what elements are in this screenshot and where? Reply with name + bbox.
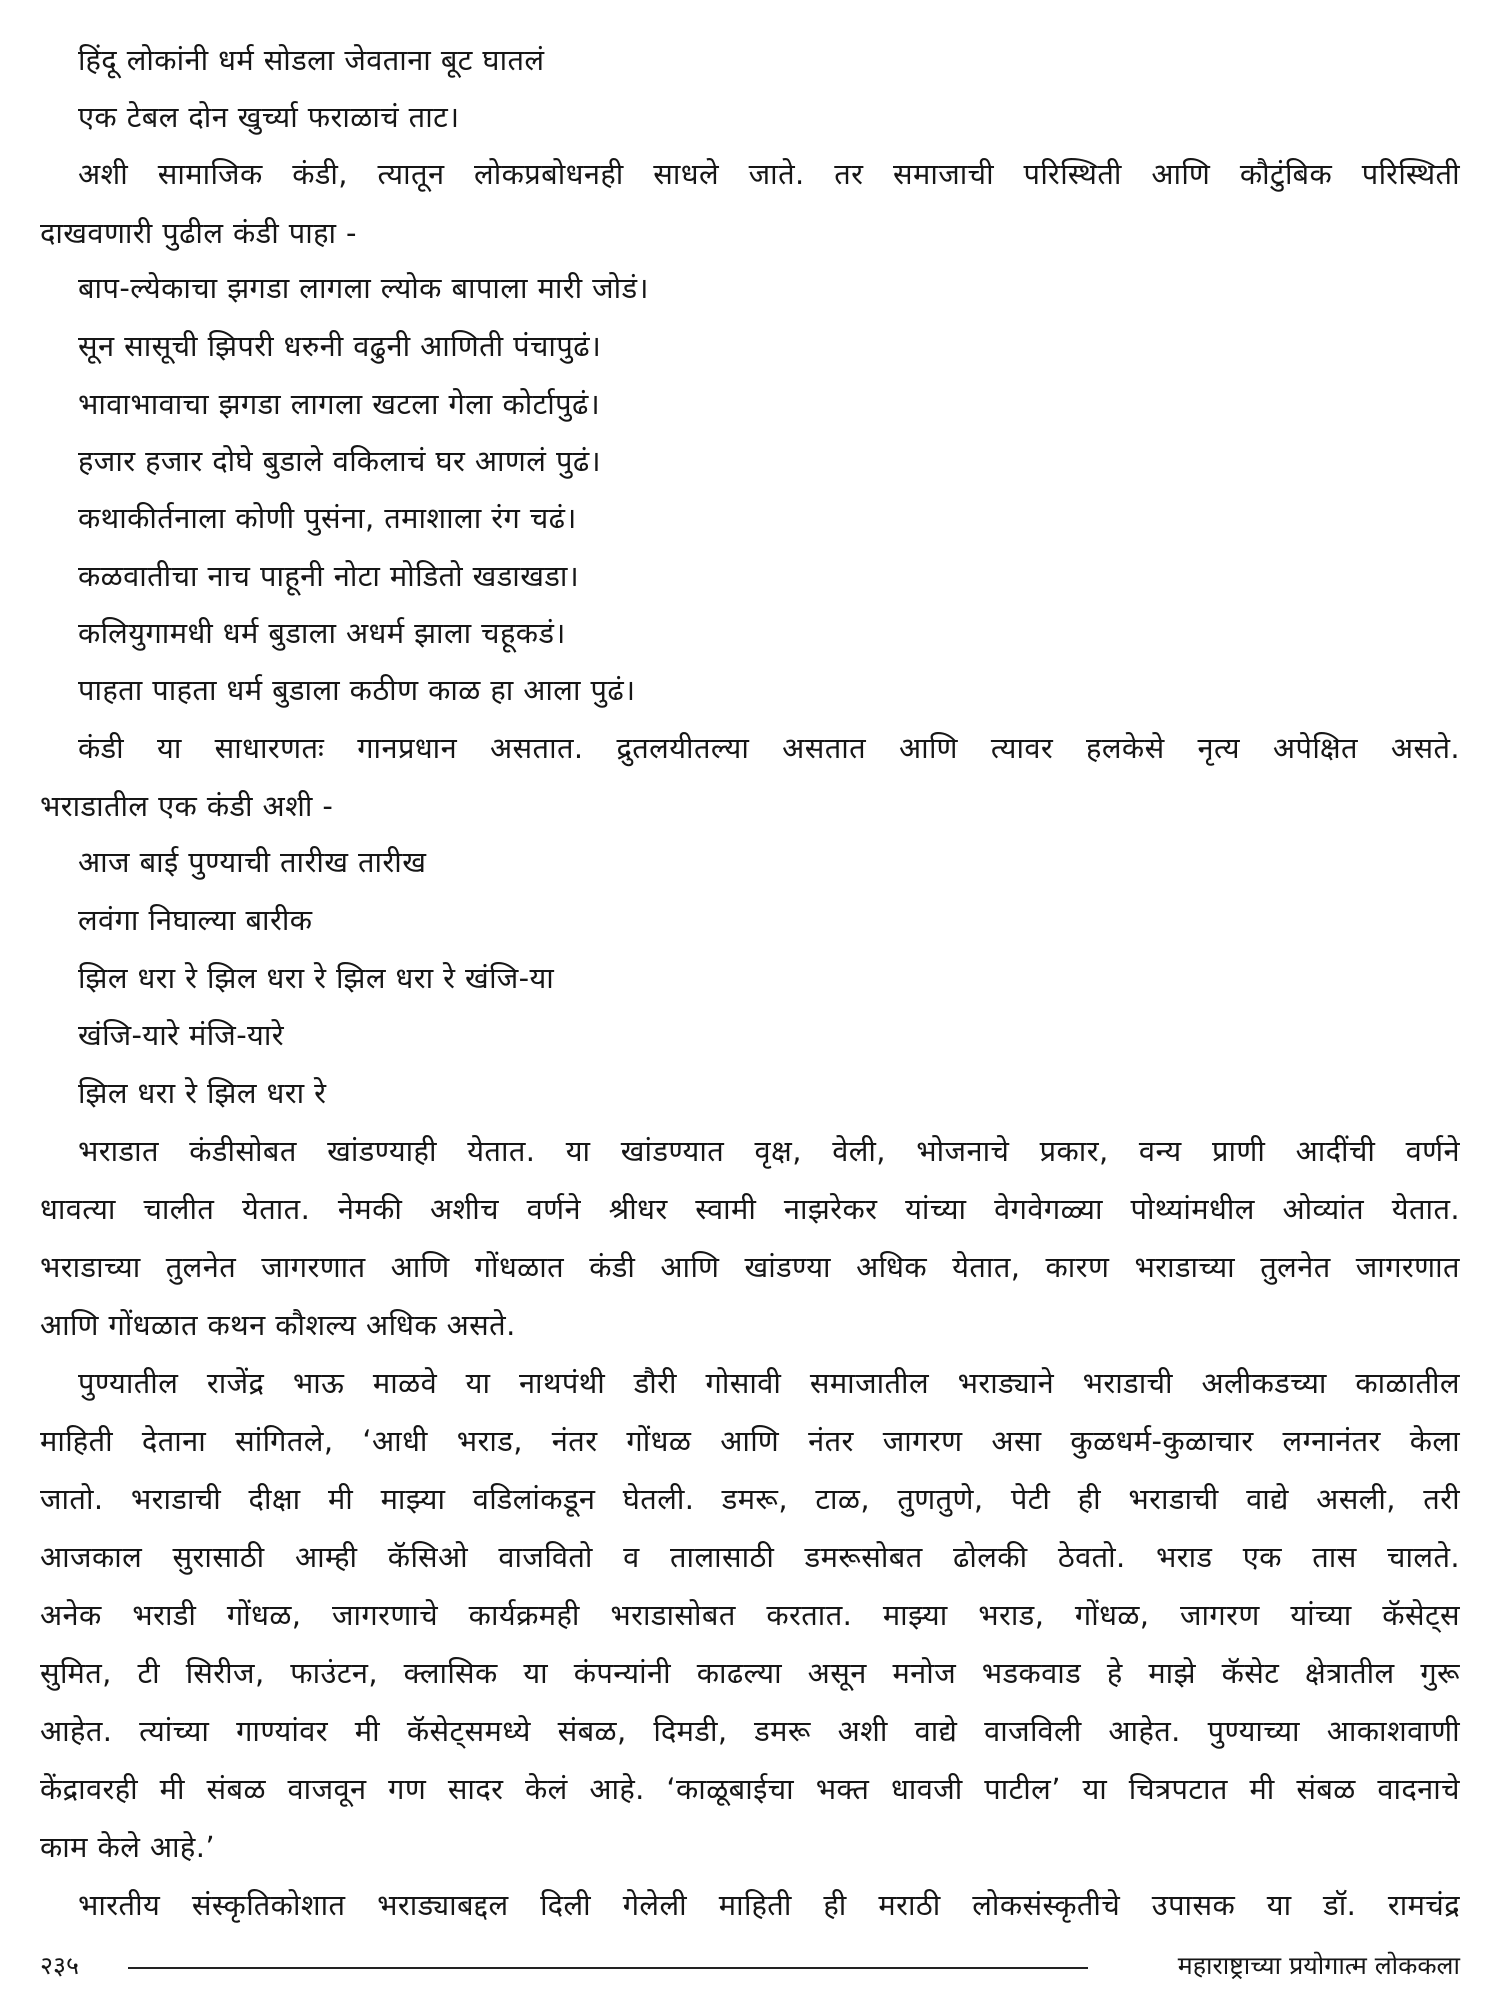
page-footer bbox=[40, 1946, 1460, 1986]
verse-line: पाहता पाहता धर्म बुडाला कठीण काळ हा आला पुढं। bbox=[78, 673, 636, 707]
verse-line: लवंगा निघाल्या बारीक bbox=[78, 903, 313, 937]
verse-line: झिल धरा रे झिल धरा रे bbox=[78, 1076, 327, 1110]
paragraph-line: भराडातील एक कंडी अशी - bbox=[40, 789, 334, 823]
paragraph-line: अशी सामाजिक कंडी, त्यातून लोकप्रबोधनही साधले जाते. तर समाजाची परिस्थिती आणि कौटुंबिक परिस्थिती bbox=[78, 157, 1460, 191]
paragraph-line: भराडात कंडीसोबत खांडण्याही येतात. या खांडण्यात वृक्ष, वेली, भोजनाचे प्रकार, वन्य प्राणी आदींची वर्णने bbox=[78, 1134, 1460, 1168]
paragraph-line: दाखवणारी पुढील कंडी पाहा - bbox=[40, 216, 357, 250]
paragraph-line: सुमित, टी सिरीज, फाउंटन, क्लासिक या कंपन्यांनी काढल्या असून मनोज भडकवाड हे माझे कॅसेट क्षेत्रातील गुरू bbox=[40, 1656, 1460, 1690]
verse-line: बाप-ल्येकाचा झगडा लागला ल्योक बापाला मारी जोडं। bbox=[78, 271, 649, 305]
paragraph-line: आणि गोंधळात कथन कौशल्य अधिक असते. bbox=[40, 1308, 516, 1342]
page-number: २३५ bbox=[40, 1951, 80, 1980]
verse-line: झिल धरा रे झिल धरा रे झिल धरा रे खंजि-या bbox=[78, 961, 555, 995]
paragraph-line: आजकाल सुरासाठी आम्ही कॅसिओ वाजवितो व तालासाठी डमरूसोबत ढोलकी ठेवतो. भराड एक तास चालते. bbox=[40, 1540, 1460, 1574]
paragraph-line: माहिती देताना सांगितले, ‘आधी भराड, नंतर गोंधळ आणि नंतर जागरण असा कुळधर्म-कुळाचार लग्नानंतर केला bbox=[40, 1424, 1460, 1458]
paragraph-line: भराडाच्या तुलनेत जागरणात आणि गोंधळात कंडी आणि खांडण्या अधिक येतात, कारण भराडाच्या तुलनेत जागरणात bbox=[40, 1250, 1460, 1284]
paragraph-line: कंडी या साधारणतः गानप्रधान असतात. द्रुतलयीतल्या असतात आणि त्यावर हलकेसे नृत्य अपेक्षित असते. bbox=[78, 731, 1460, 765]
verse-line: एक टेबल दोन खुर्च्या फराळाचं ताट। bbox=[78, 100, 460, 134]
paragraph-line: आहेत. त्यांच्या गाण्यांवर मी कॅसेट्समध्ये संबळ, दिमडी, डमरू अशी वाद्ये वाजविली आहेत. पुण्याच्या आकाशवाणी bbox=[40, 1714, 1460, 1748]
verse-line: कलियुगामधी धर्म बुडाला अधर्म झाला चहूकडं। bbox=[78, 616, 566, 650]
paragraph-line: काम केले आहे.’ bbox=[40, 1830, 215, 1864]
verse-line: हजार हजार दोघे बुडाले वकिलाचं घर आणलं पुढं। bbox=[78, 444, 601, 478]
running-title: महाराष्ट्राच्या प्रयोगात्म लोककला bbox=[1177, 1951, 1460, 1980]
paragraph-line: पुण्यातील राजेंद्र भाऊ माळवे या नाथपंथी डौरी गोसावी समाजातील भराड्याने भराडाची अलीकडच्या काळातील bbox=[78, 1366, 1460, 1400]
paragraph-line: भारतीय संस्कृतिकोशात भराड्याबद्दल दिली गेलेली माहिती ही मराठी लोकसंस्कृतीचे उपासक या डॉ. रामचंद्र bbox=[78, 1888, 1460, 1922]
verse-line: कथाकीर्तनाला कोणी पुसंना, तमाशाला रंग चढं। bbox=[78, 501, 577, 535]
verse-line: सून सासूची झिपरी धरुनी वढुनी आणिती पंचापुढं। bbox=[78, 329, 602, 363]
verse-line: हिंदू लोकांनी धर्म सोडला जेवताना बूट घातलं bbox=[78, 43, 545, 77]
paragraph-line: धावत्या चालीत येतात. नेमकी अशीच वर्णने श्रीधर स्वामी नाझरेकर यांच्या वेगवेगळ्या पोथ्यांमधील ओव्यांत येतात. bbox=[40, 1192, 1460, 1226]
footer-divider bbox=[128, 1967, 1088, 1969]
verse-line: भावाभावाचा झगडा लागला खटला गेला कोर्टापुढं। bbox=[78, 387, 601, 421]
verse-line: कळवातीचा नाच पाहूनी नोटा मोडितो खडाखडा। bbox=[78, 559, 580, 593]
paragraph-line: जातो. भराडाची दीक्षा मी माझ्या वडिलांकडून घेतली. डमरू, टाळ, तुणतुणे, पेटी ही भराडाची वाद्ये असली, तरी bbox=[40, 1482, 1460, 1516]
paragraph-line: केंद्रावरही मी संबळ वाजवून गण सादर केलं आहे. ‘काळूबाईचा भक्त धावजी पाटील’ या चित्रपटात मी संबळ वादनाचे bbox=[40, 1772, 1460, 1806]
verse-line: खंजि-यारे मंजि-यारे bbox=[78, 1018, 285, 1052]
verse-line: आज बाई पुण्याची तारीख तारीख bbox=[78, 845, 427, 879]
paragraph-line: अनेक भराडी गोंधळ, जागरणाचे कार्यक्रमही भराडासोबत करतात. माझ्या भराड, गोंधळ, जागरण यांच्या कॅसेट्स bbox=[40, 1598, 1460, 1632]
